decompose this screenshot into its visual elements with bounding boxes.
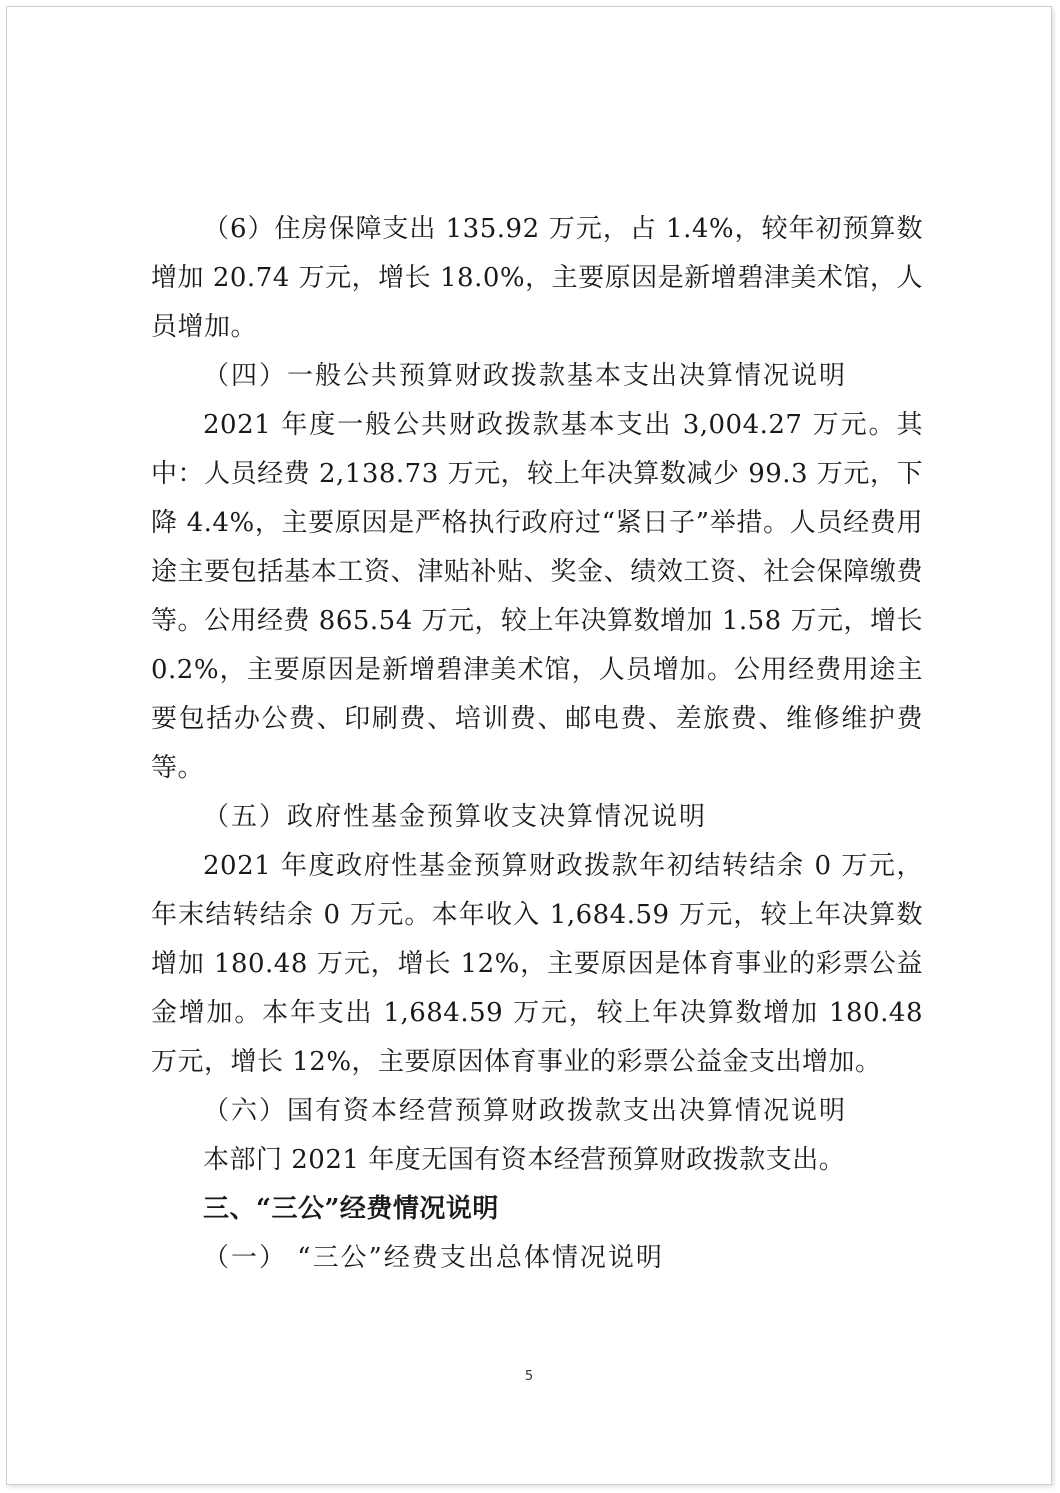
paragraph-state-capital: 本部门 2021 年度无国有资本经营预算财政拨款支出。 (203, 1145, 846, 1175)
paragraph-government-fund: 2021 年度政府性基金预算财政拨款年初结转结余 0 万元，年末结转结余 0 万元。本年收入 1,684.59 万元，较上年决算数增加 180.48 万元，增长 12%，主要原因是体育事业的彩票公益金增加。本年支出 1,684.59 万元，较上年决算数增加 180.48 万元，增长 12%，主要原因体育事业的彩票公益金支出增加。 (151, 851, 923, 1077)
heading-basic-expenditure: （四）一般公共预算财政拨款基本支出决算情况说明 (203, 361, 848, 391)
paragraph-basic-expenditure: 2021 年度一般公共财政拨款基本支出 3,004.27 万元。其中：人员经费 2,138.73 万元，较上年决算数减少 99.3 万元，下降 4.4%，主要原因是严格执行政府过“紧日子”举措。人员经费用途主要包括基本工资、津贴补贴、奖金、绩效工资、社会保障缴费等。公用经费 865.54 万元，较上年决算数增加 1.58 万元，增长 0.2%，主要原因是新增碧津美术馆，人员增加。公用经费用途主要包括办公费、印刷费、培训费、邮电费、差旅费、维修维护费等。 (151, 410, 923, 783)
heading-three-public-overall: （一） “三公”经费支出总体情况说明 (203, 1243, 664, 1273)
heading-state-capital: （六）国有资本经营预算财政拨款支出决算情况说明 (203, 1096, 848, 1126)
document-body (151, 205, 923, 1283)
heading-three-public-expenses: 三、“三公”经费情况说明 (203, 1194, 499, 1224)
document-page (6, 6, 1052, 1485)
page-number: 5 (524, 1369, 534, 1384)
paragraph-housing-expenditure: （6）住房保障支出 135.92 万元，占 1.4%，较年初预算数增加 20.74 万元，增长 18.0%，主要原因是新增碧津美术馆，人员增加。 (151, 214, 923, 342)
heading-government-fund: （五）政府性基金预算收支决算情况说明 (203, 802, 708, 832)
